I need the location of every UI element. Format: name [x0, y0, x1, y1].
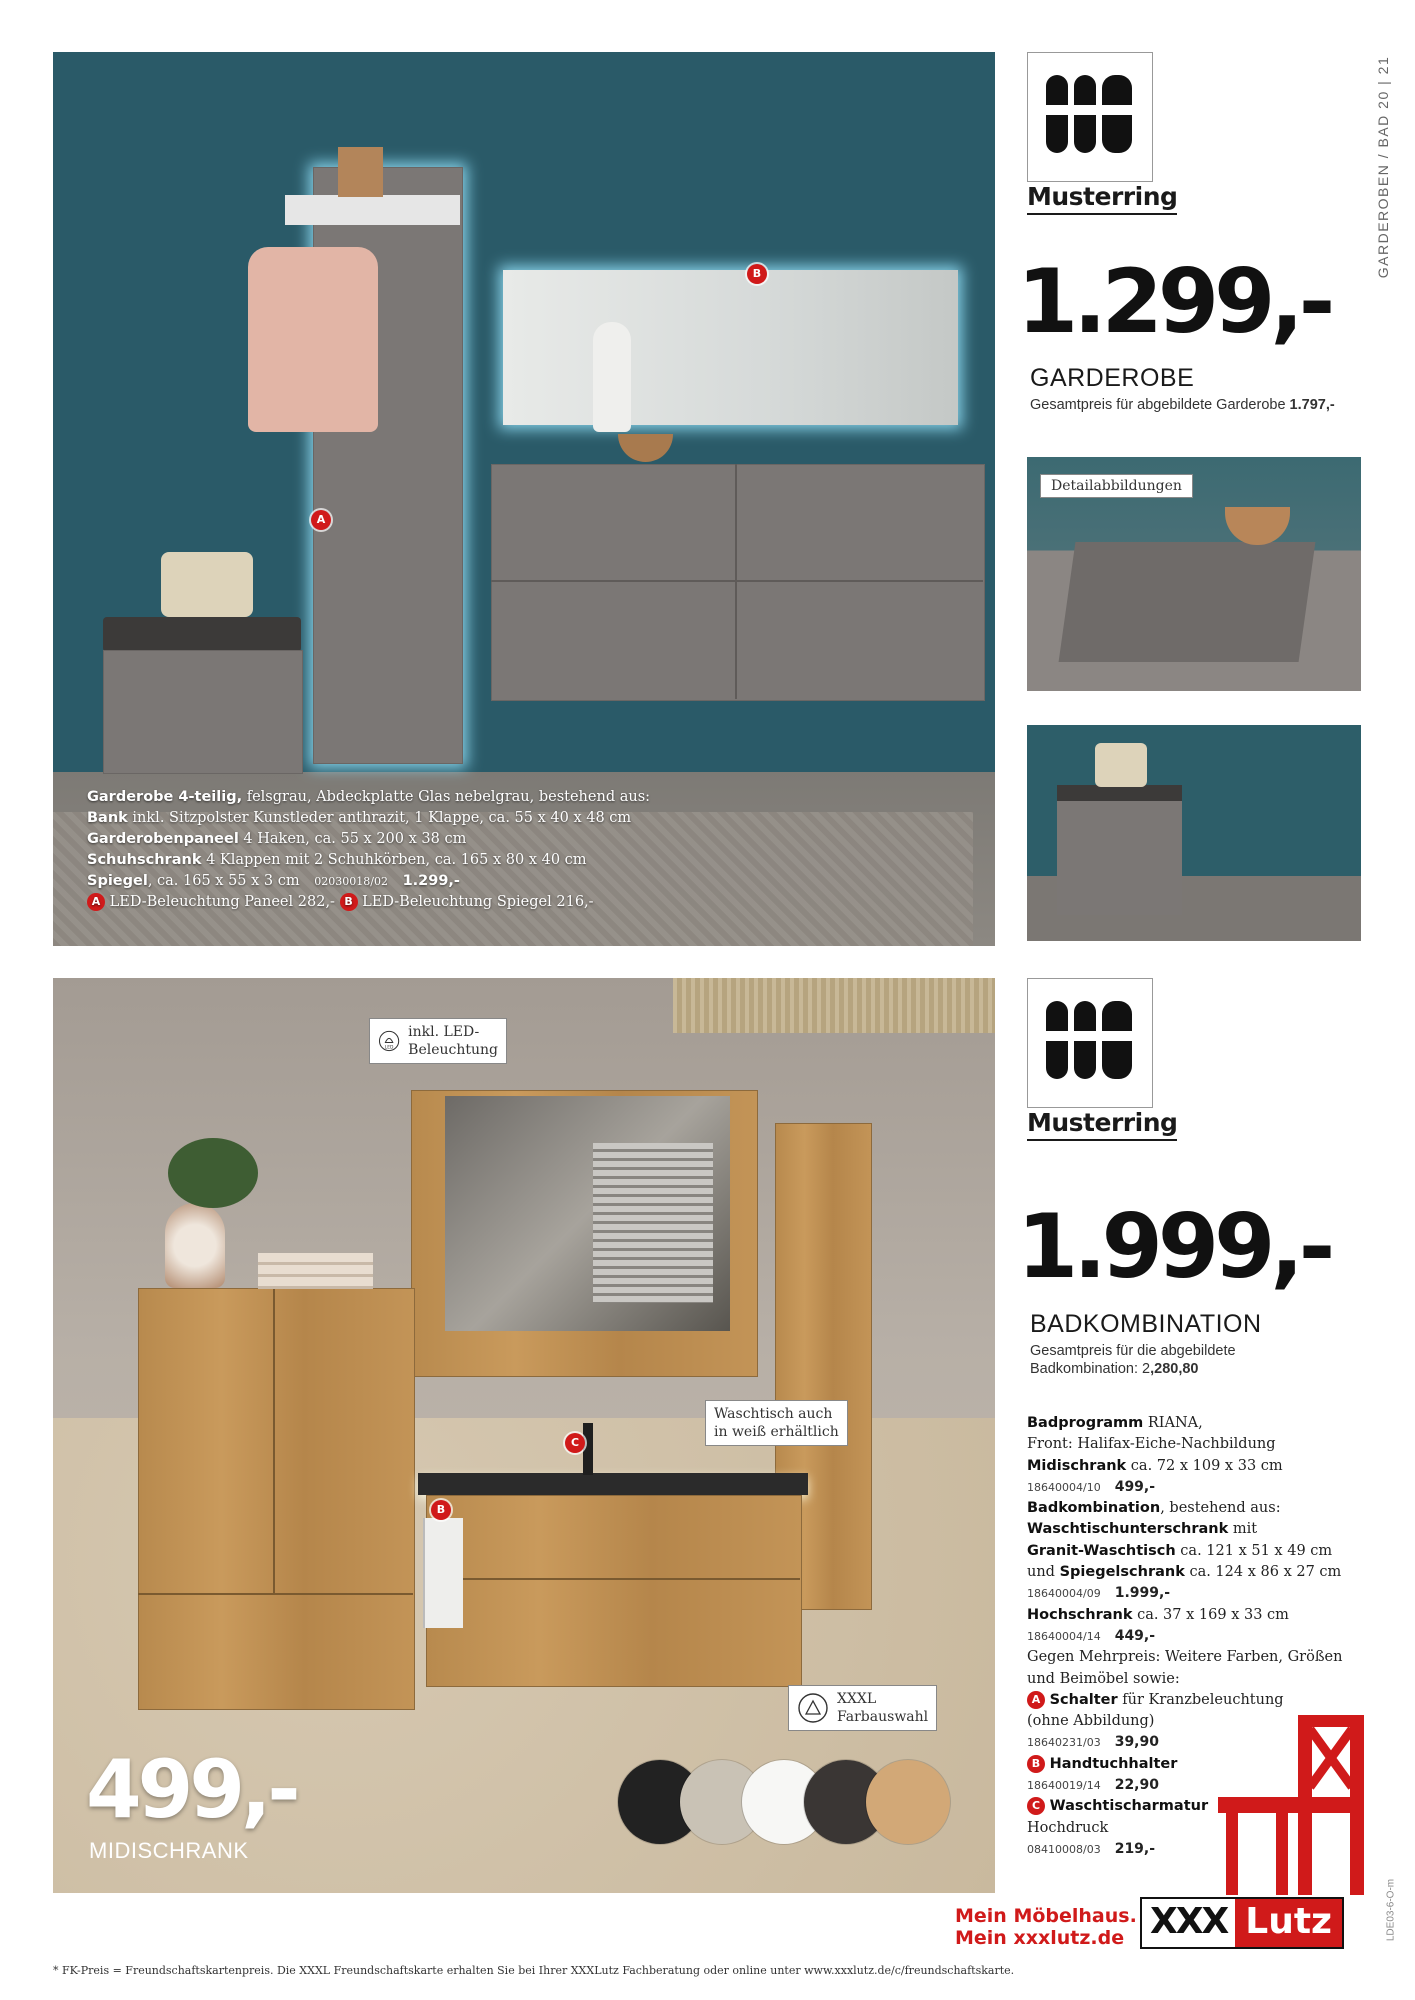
open-shoe-basket: [1059, 542, 1316, 662]
print-code: LDE03-6-O-m: [1385, 1878, 1397, 1942]
color-choice-callout: XXXL Farbauswahl: [788, 1685, 937, 1731]
musterring-brand: Musterring: [1027, 182, 1177, 215]
color-palette-icon: [797, 1692, 829, 1724]
badkombination-price: 1.999,-: [1017, 1195, 1331, 1298]
plant-vase: [165, 1203, 225, 1288]
garderobe-price: 1.299,-: [1017, 250, 1331, 353]
bench-cushion: [103, 617, 301, 652]
midischrank-price: 499,-: [86, 1743, 297, 1836]
bathroom-photo: [53, 978, 995, 1893]
window-blinds-reflection: [593, 1143, 713, 1303]
caption-badge-a: A: [87, 893, 105, 911]
handbag-detail: [1095, 743, 1147, 787]
shoe-cabinet-divider-v: [735, 464, 737, 699]
musterring-brand-2: Musterring: [1027, 1108, 1177, 1141]
musterring-logo-mark: [1027, 52, 1153, 182]
midischrank: [138, 1288, 415, 1710]
xxxlutz-chair-icon: [1218, 1715, 1368, 1900]
bench-detail: [1057, 790, 1182, 915]
bench: [103, 650, 303, 774]
musterring-logo-icon: [1028, 53, 1152, 181]
footnote: * FK-Preis = Freundschaftskartenpreis. Die XXXL Freundschaftskarte erhalten Sie bei Ihrer XXXLutz Fachberatung oder online unter www.xxxlutz.de/c/freundschaftskarte.: [53, 1964, 1015, 1977]
slogan: Mein Möbelhaus. Mein xxxlutz.de: [955, 1905, 1137, 1949]
svg-text:LED: LED: [384, 1045, 394, 1051]
bench-detail-cushion: [1057, 785, 1182, 801]
spec-badge-b: B: [1027, 1755, 1045, 1773]
wooden-bowl: [1225, 507, 1290, 545]
shoe-cabinet-divider-h: [491, 580, 983, 582]
photo-badge-b: B: [431, 1500, 451, 1520]
section-label: GARDEROBEN / BAD 20 | 21: [1375, 55, 1391, 279]
faucet: [583, 1423, 593, 1475]
midischrank-split: [273, 1288, 275, 1593]
color-swatches: [618, 1760, 978, 1850]
garderobe-total: Gesamtpreis für abgebildete Garderobe 1.797,-: [1030, 397, 1335, 413]
musterring-logo-icon: [1028, 979, 1152, 1107]
musterring-logo-mark-2: [1027, 978, 1153, 1108]
vase: [593, 322, 631, 432]
badkombination-total: Gesamtpreis für die abgebildete Badkombination: 2,280,80: [1030, 1343, 1236, 1377]
towels: [258, 1253, 373, 1289]
towel-holder-towel: [423, 1518, 463, 1628]
detail-images-tag: Detailabbildungen: [1040, 474, 1193, 498]
photo-badge-c: C: [565, 1433, 585, 1453]
vanity-drawer-line: [426, 1578, 800, 1580]
midischrank-label: MIDISCHRANK: [89, 1838, 249, 1863]
led-bulb-icon: [378, 1026, 400, 1056]
handbag: [161, 552, 253, 617]
wooden-crate: [338, 147, 383, 197]
badkombination-title: BADKOMBINATION: [1030, 1310, 1262, 1338]
led-callout: LED inkl. LED- Beleuchtung: [369, 1018, 507, 1064]
product-specs: Badprogramm RIANA, Front: Halifax-Eiche-Nachbildung Midischrank ca. 72 x 109 x 33 cm 18640004/10 499,- Badkombination, bestehend aus: Waschtischunterschrank mit Granit-Waschtisch ca. 121 x 51 x 49 cm und Spiegelschrank ca. 124 x 86 x 27 cm 18640004/09 1.999,- Hochschrank ca. 37 x 169 x 33 cm 18640004/14 449,- Gegen Mehrpreis: Weitere Farben, Größen und Beimöbel sowie: A Schalter für Kranzbeleuchtung (ohne Abbildung) 18640231/03 39,90 B Handtuchhalter 18640019/14 22,90 C Waschtischarmatur Hochdruck 08410008/03 219,-: [1027, 1415, 1343, 1857]
garderobe-caption: Garderobe 4-teilig, felsgrau, Abdeckplatte Glas nebelgrau, bestehend aus: Bank inkl. Sitzpolster Kunstleder anthrazit, 1 Klappe, ca. 55 x 40 x 48 cm Garderobenpaneel 4 Haken, ca. 55 x 200 x 38 cm Schuhschrank 4 Klappen mit 2 Schuhkörben, ca. 165 x 80 x 40 cm Spiegel, ca. 165 x 55 x 3 cm 02030018/02 1.299,- A LED-Beleuchtung Paneel 282,- B LED-Beleuchtung Spiegel 216,-: [87, 789, 651, 910]
photo-badge-a: A: [311, 510, 331, 530]
swatch-light-oak[interactable]: [866, 1760, 950, 1844]
vanity-unit: [426, 1495, 802, 1687]
garderobe-title: GARDEROBE: [1030, 364, 1195, 392]
logo-lutz: Lutz: [1235, 1899, 1342, 1947]
slatted-ceiling: [673, 978, 995, 1033]
detail-image-2: [1027, 725, 1361, 941]
shoe-cabinet: [491, 464, 985, 701]
hat-shelf: [285, 195, 460, 225]
granite-washbasin: [418, 1473, 808, 1495]
photo-badge-b: B: [747, 264, 767, 284]
spec-badge-a: A: [1027, 1691, 1045, 1709]
plant-leaves: [168, 1138, 258, 1208]
hanging-jacket: [248, 247, 378, 432]
wooden-bowl: [618, 434, 673, 462]
wall-mirror: [503, 270, 958, 425]
washbasin-callout: Waschtisch auch in weiß erhältlich: [705, 1400, 848, 1446]
midischrank-drawer-line: [138, 1593, 413, 1595]
caption-badge-b: B: [340, 893, 358, 911]
xxxlutz-logo[interactable]: [1140, 1897, 1344, 1949]
spec-badge-c: C: [1027, 1797, 1045, 1815]
logo-xxxl: XXX: [1150, 1901, 1228, 1942]
garderobe-photo: [53, 52, 995, 946]
